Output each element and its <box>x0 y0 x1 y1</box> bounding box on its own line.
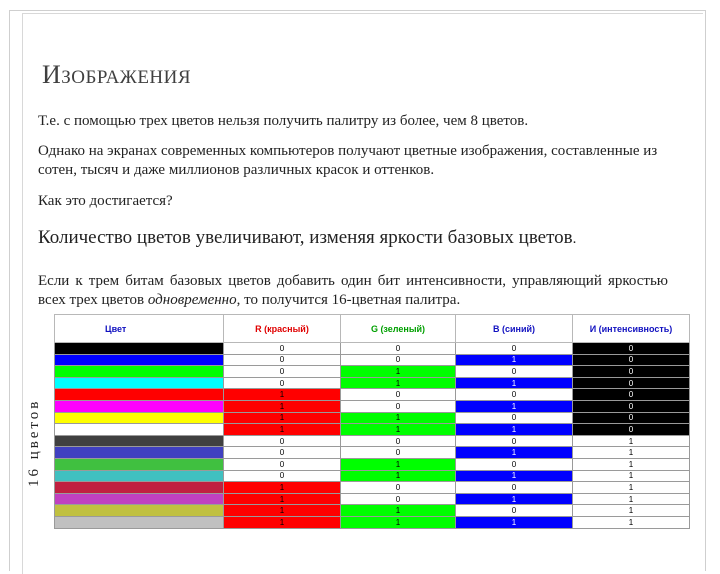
bit-cell-g: 0 <box>341 435 456 447</box>
bit-cell-r: 1 <box>224 412 341 424</box>
color-swatch <box>55 354 224 366</box>
color-swatch <box>55 493 224 505</box>
bit-cell-g: 1 <box>341 470 456 482</box>
bit-cell-r: 1 <box>224 493 341 505</box>
color-swatch <box>55 400 224 412</box>
header-red: R (красный) <box>224 315 341 343</box>
paragraph-5-b: , то получится 16-цветная палитра. <box>236 292 461 308</box>
bit-cell-b: 0 <box>456 366 573 378</box>
bit-cell-b: 0 <box>456 389 573 401</box>
bit-cell-b: 0 <box>456 435 573 447</box>
table-row <box>55 435 690 447</box>
color-swatch <box>55 505 224 517</box>
bit-cell-g: 1 <box>341 458 456 470</box>
bit-cell-b: 1 <box>456 400 573 412</box>
bit-cell-g: 0 <box>341 343 456 355</box>
bit-cell-r: 1 <box>224 424 341 436</box>
bit-cell-i: 0 <box>573 366 690 378</box>
color-swatch <box>55 482 224 494</box>
header-green: G (зеленый) <box>341 315 456 343</box>
table-row <box>55 389 690 401</box>
bit-cell-b: 1 <box>456 516 573 528</box>
bit-cell-r: 1 <box>224 400 341 412</box>
bit-cell-i: 1 <box>573 493 690 505</box>
bit-cell-r: 0 <box>224 435 341 447</box>
bit-cell-g: 1 <box>341 505 456 517</box>
bit-cell-b: 1 <box>456 493 573 505</box>
color-swatch <box>55 424 224 436</box>
header-intensity: И (интенсивность) <box>573 315 690 343</box>
bit-cell-g: 1 <box>341 366 456 378</box>
paragraph-4 <box>38 228 664 249</box>
bit-cell-i: 0 <box>573 354 690 366</box>
table-row <box>55 493 690 505</box>
table-row <box>55 412 690 424</box>
bit-cell-i: 0 <box>573 412 690 424</box>
bit-cell-g: 0 <box>341 447 456 459</box>
bit-cell-i: 1 <box>573 505 690 517</box>
bit-cell-r: 0 <box>224 377 341 389</box>
bit-cell-r: 0 <box>224 354 341 366</box>
table-row <box>55 516 690 528</box>
bit-cell-b: 1 <box>456 354 573 366</box>
bit-cell-r: 0 <box>224 458 341 470</box>
color-swatch <box>55 516 224 528</box>
bit-cell-g: 0 <box>341 482 456 494</box>
bit-cell-r: 1 <box>224 482 341 494</box>
bit-cell-i: 0 <box>573 343 690 355</box>
color-table <box>54 314 690 529</box>
bit-cell-i: 1 <box>573 458 690 470</box>
bit-cell-i: 1 <box>573 447 690 459</box>
table-row <box>55 343 690 355</box>
paragraph-3: Как это достигается? <box>38 193 173 209</box>
color-swatch <box>55 435 224 447</box>
bit-cell-g: 1 <box>341 377 456 389</box>
bit-cell-r: 0 <box>224 447 341 459</box>
paragraph-1: Т.е. с помощью трех цветов нельзя получить палитру из более, чем 8 цветов. <box>38 113 529 129</box>
bit-cell-g: 1 <box>341 516 456 528</box>
bit-cell-g: 0 <box>341 493 456 505</box>
bit-cell-i: 1 <box>573 482 690 494</box>
color-swatch <box>55 343 224 355</box>
bit-cell-g: 0 <box>341 389 456 401</box>
color-swatch <box>55 458 224 470</box>
paragraph-2: Однако на экранах современных компьютеров получают цветные изображения, составленные из сотен, тысяч и даже миллионов различных красок и оттенков. <box>38 143 658 178</box>
bit-cell-i: 1 <box>573 470 690 482</box>
table-row <box>55 482 690 494</box>
color-swatch <box>55 412 224 424</box>
table-row <box>55 447 690 459</box>
table-row <box>55 377 690 389</box>
bit-cell-b: 1 <box>456 447 573 459</box>
bit-cell-r: 1 <box>224 516 341 528</box>
title-rest: ЗОБРАЖЕНИЯ <box>61 67 192 88</box>
bit-cell-i: 0 <box>573 400 690 412</box>
color-swatch <box>55 447 224 459</box>
bit-cell-r: 0 <box>224 366 341 378</box>
bit-cell-g: 1 <box>341 412 456 424</box>
bit-cell-g: 1 <box>341 424 456 436</box>
bit-cell-r: 1 <box>224 505 341 517</box>
paragraph-5-emphasis: одновременно <box>147 292 237 308</box>
color-swatch <box>55 470 224 482</box>
table-row <box>55 424 690 436</box>
bit-cell-g: 0 <box>341 354 456 366</box>
bit-cell-i: 0 <box>573 389 690 401</box>
table-row <box>55 366 690 378</box>
table-row <box>55 505 690 517</box>
color-swatch <box>55 389 224 401</box>
bit-cell-g: 0 <box>341 400 456 412</box>
bit-cell-r: 0 <box>224 470 341 482</box>
slide-title <box>42 60 191 90</box>
color-swatch <box>55 377 224 389</box>
bit-cell-i: 0 <box>573 424 690 436</box>
paragraph-4-main: Количество цветов увеличивают, изменяя яркости базовых цветов <box>38 227 573 248</box>
bit-cell-b: 1 <box>456 470 573 482</box>
paragraph-5 <box>38 272 668 310</box>
table-row <box>55 470 690 482</box>
bit-cell-i: 1 <box>573 435 690 447</box>
bit-cell-b: 1 <box>456 424 573 436</box>
header-color: Цвет <box>55 315 224 343</box>
bit-cell-b: 0 <box>456 458 573 470</box>
title-initial: И <box>42 60 62 89</box>
side-label-16-colors: 16 цветов <box>26 398 42 487</box>
bit-cell-r: 0 <box>224 343 341 355</box>
bit-cell-b: 0 <box>456 412 573 424</box>
header-blue: B (синий) <box>456 315 573 343</box>
paragraph-5-a: Если к трем битам базовых цветов добавить один бит интенсивности, управляющий яркостью всех трех цветов <box>38 273 668 308</box>
bit-cell-b: 0 <box>456 482 573 494</box>
bit-cell-i: 1 <box>573 516 690 528</box>
bit-cell-i: 0 <box>573 377 690 389</box>
paragraph-4-tail: . <box>572 231 577 247</box>
table-row <box>55 458 690 470</box>
color-table-header-row <box>55 315 690 343</box>
bit-cell-r: 1 <box>224 389 341 401</box>
bit-cell-b: 0 <box>456 343 573 355</box>
color-table-body <box>55 343 690 529</box>
table-row <box>55 400 690 412</box>
bit-cell-b: 1 <box>456 377 573 389</box>
table-row <box>55 354 690 366</box>
color-swatch <box>55 366 224 378</box>
bit-cell-b: 0 <box>456 505 573 517</box>
